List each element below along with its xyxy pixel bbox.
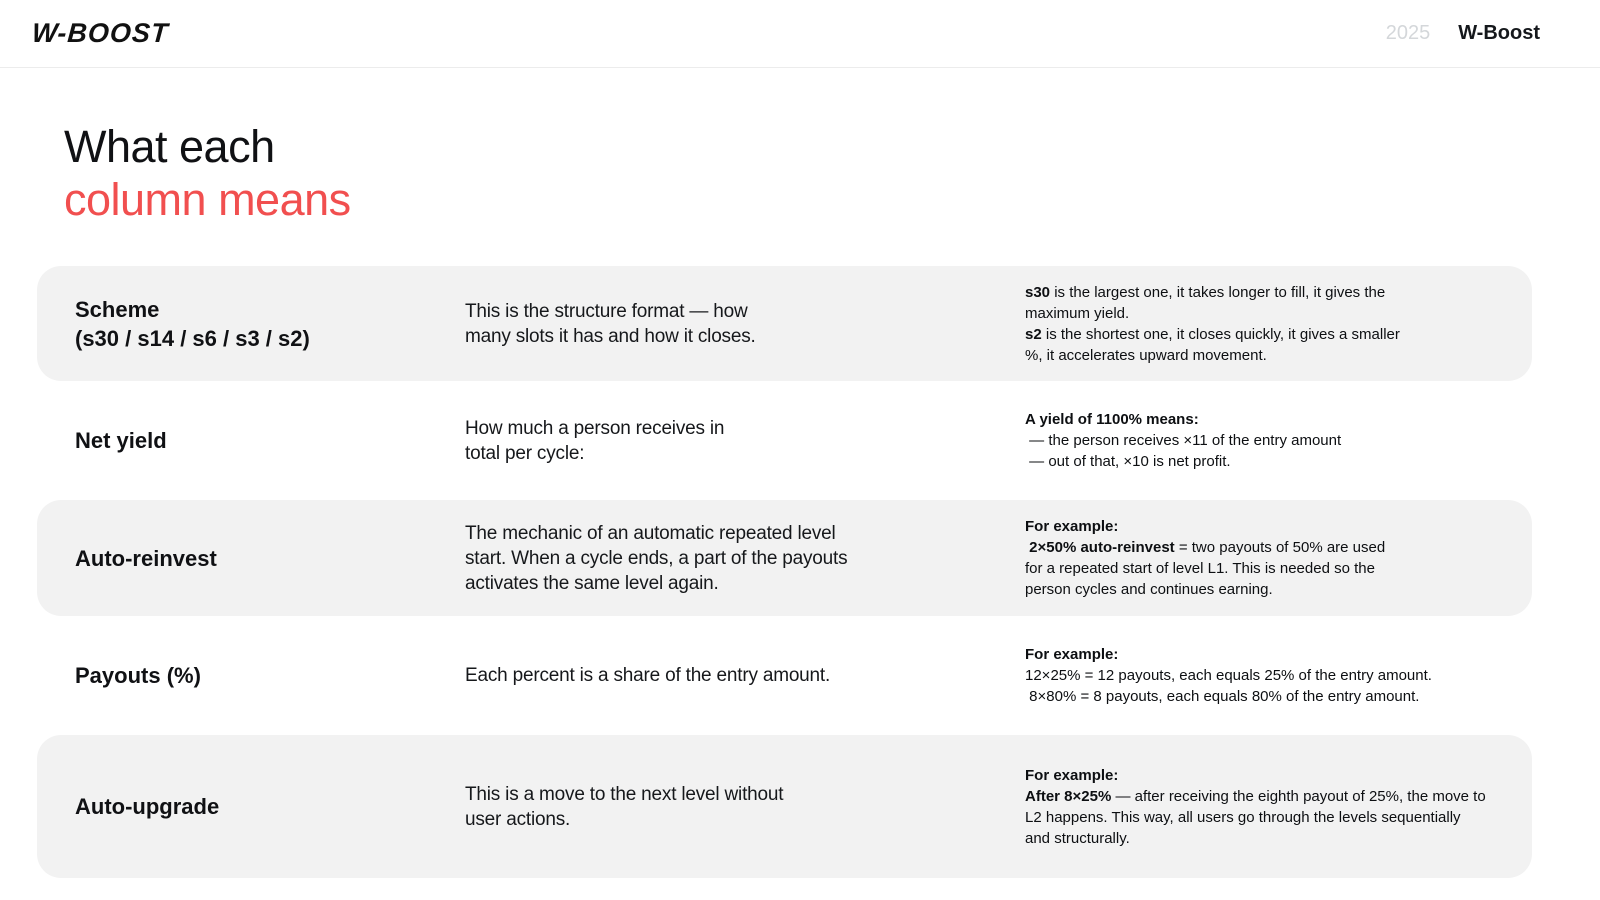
term-cell xyxy=(75,792,465,821)
text-line xyxy=(1025,686,1508,707)
text-segment: %, it accelerates upward movement. xyxy=(1025,346,1267,364)
text-line: user actions. xyxy=(465,808,571,830)
text-segment: 8×80% = 8 payouts, each equals 80% of the entry amount. xyxy=(1025,688,1420,705)
text-line: How much a person receives in xyxy=(465,417,725,439)
example-cell xyxy=(1025,409,1508,472)
bold-text-segment: 2×50% auto-reinvest xyxy=(1029,539,1175,556)
description-cell xyxy=(465,416,1025,466)
text-segment: = two payouts of 50% are used xyxy=(1174,539,1386,556)
text-segment: — out of that, ×10 is net profit. xyxy=(1025,453,1231,470)
text-line xyxy=(1025,786,1508,807)
description-cell xyxy=(465,299,1025,349)
text-line: (s30 / s14 / s6 / s3 / s2) xyxy=(75,325,310,351)
text-line xyxy=(1025,303,1508,324)
example-cell xyxy=(1025,516,1508,600)
title-line-2: column means xyxy=(64,174,351,225)
text-line: This is the structure format — how xyxy=(465,300,748,322)
text-line: activates the same level again. xyxy=(465,572,719,594)
example-cell xyxy=(1025,765,1508,849)
text-segment: L2 happens. This way, all users go through the levels sequentially xyxy=(1025,808,1461,826)
description-cell xyxy=(465,782,1025,832)
bold-text-segment: After 8×25% xyxy=(1025,787,1112,805)
text-segment: maximum yield. xyxy=(1025,304,1130,322)
text-line: Payouts (%) xyxy=(75,663,201,688)
table-row xyxy=(37,266,1532,381)
brand-label: W-Boost xyxy=(1458,22,1540,44)
text-line: Net yield xyxy=(75,428,167,453)
text-line xyxy=(1025,516,1508,537)
text-line xyxy=(1025,409,1508,430)
example-cell xyxy=(1025,644,1508,707)
text-line xyxy=(1025,451,1508,472)
text-segment: 12×25% = 12 payouts, each equals 25% of the entry amount. xyxy=(1025,667,1432,684)
text-line: Auto-reinvest xyxy=(75,545,217,571)
text-line: start. When a cycle ends, a part of the payouts xyxy=(465,547,848,569)
description-cell xyxy=(465,521,1025,596)
text-line xyxy=(1025,807,1508,828)
bold-text-segment: For example: xyxy=(1025,518,1119,535)
text-line xyxy=(1025,345,1508,366)
bold-text-segment: A yield of 1100% means: xyxy=(1025,411,1199,428)
text-line: total per cycle: xyxy=(465,442,585,464)
text-segment: person cycles and continues earning. xyxy=(1025,581,1273,598)
table-row xyxy=(37,500,1532,616)
term-cell xyxy=(75,661,465,690)
table-row xyxy=(37,616,1532,735)
description-cell xyxy=(465,663,1025,688)
text-line xyxy=(1025,644,1508,665)
term-cell xyxy=(75,426,465,455)
bold-text-segment: For example: xyxy=(1025,766,1119,784)
text-line xyxy=(1025,537,1508,558)
top-bar xyxy=(0,0,1600,68)
text-line xyxy=(1025,324,1508,345)
table-row xyxy=(37,735,1532,878)
bold-text-segment: For example: xyxy=(1025,646,1119,663)
text-line: This is a move to the next level without xyxy=(465,783,784,805)
text-line: Each percent is a share of the entry amount. xyxy=(465,665,831,686)
text-segment: — the person receives ×11 of the entry amount xyxy=(1025,432,1342,449)
table-row xyxy=(37,381,1532,500)
definitions-table xyxy=(37,266,1532,878)
text-line xyxy=(1025,430,1508,451)
wboost-logo: W-BOOST xyxy=(30,18,170,48)
text-line: Scheme xyxy=(75,296,160,322)
text-segment: is the shortest one, it closes quickly, it gives a smaller xyxy=(1041,325,1400,343)
text-line xyxy=(1025,282,1508,303)
text-line: Auto-upgrade xyxy=(75,794,220,819)
header-right xyxy=(1386,22,1540,45)
example-cell xyxy=(1025,282,1508,366)
text-segment: is the largest one, it takes longer to fill, it gives the xyxy=(1050,283,1386,301)
text-segment: and structurally. xyxy=(1025,829,1130,847)
text-line xyxy=(1025,579,1508,600)
bold-text-segment: s2 xyxy=(1025,325,1042,343)
text-line: The mechanic of an automatic repeated level xyxy=(465,522,836,544)
text-segment: — after receiving the eighth payout of 25%, the move to xyxy=(1111,787,1486,805)
bold-text-segment: s30 xyxy=(1025,283,1051,301)
year-label: 2025 xyxy=(1385,22,1431,44)
title-line-1: What each xyxy=(64,121,275,172)
text-segment: for a repeated start of level L1. This is needed so the xyxy=(1025,560,1375,577)
term-cell xyxy=(75,544,465,573)
text-line xyxy=(1025,665,1508,686)
page-title xyxy=(0,68,1600,226)
text-line xyxy=(1025,765,1508,786)
text-line: many slots it has and how it closes. xyxy=(465,325,756,347)
term-cell xyxy=(75,295,465,353)
text-line xyxy=(1025,558,1508,579)
text-line xyxy=(1025,828,1508,849)
